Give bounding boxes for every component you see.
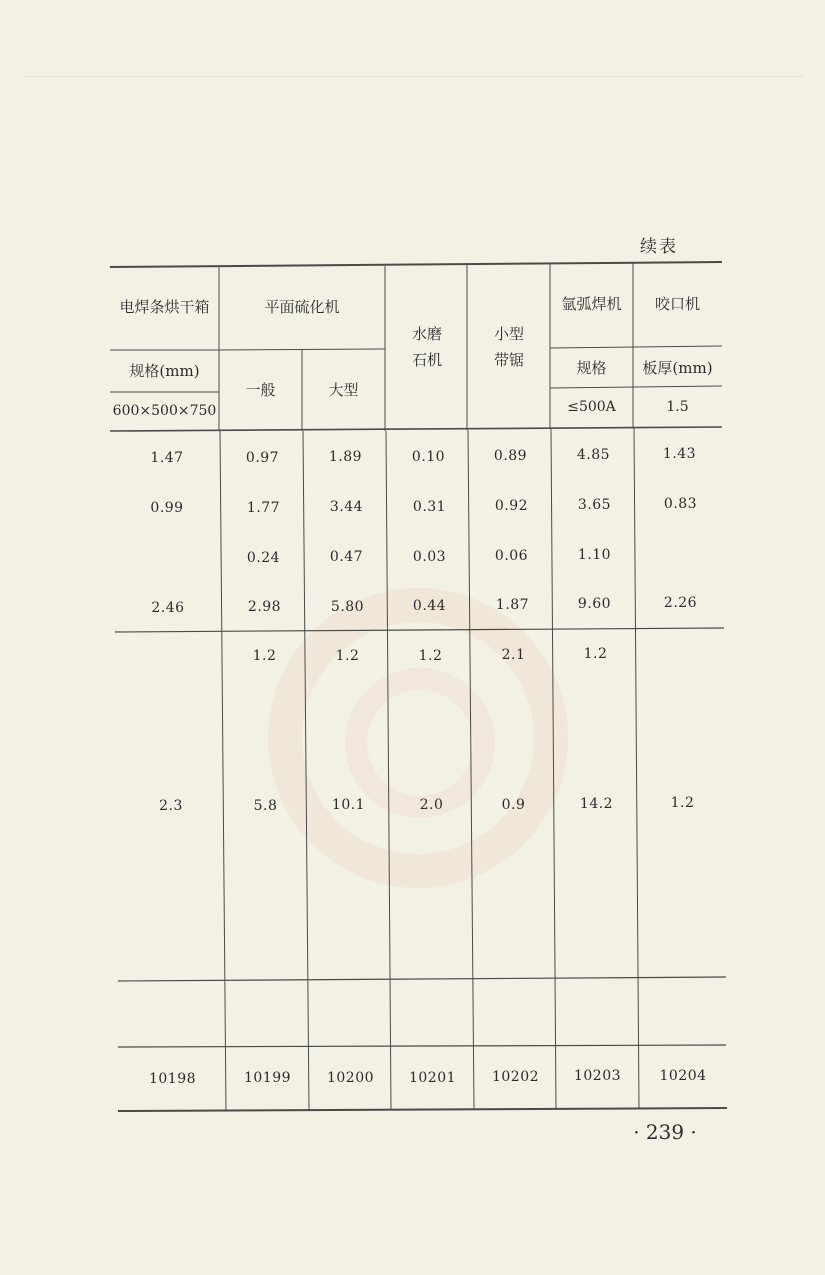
continued-table-label: 续表: [640, 237, 678, 257]
quota-code: 10198: [148, 1071, 197, 1087]
table-cell: 9.60: [577, 596, 612, 612]
table-cell: 0.9: [501, 797, 526, 813]
table-cell: 2.26: [663, 595, 698, 611]
header-seaming-spec-value: 1.5: [666, 399, 689, 415]
quota-code: 10202: [491, 1069, 540, 1085]
table-cell: 0.06: [494, 548, 529, 564]
table-cell: 14.2: [579, 796, 614, 812]
table-cell: 2.1: [501, 647, 526, 663]
table-cell: 1.77: [246, 500, 281, 516]
quota-code: 10203: [573, 1068, 622, 1084]
table-cell: 1.2: [252, 648, 277, 664]
header-vulcanizer: 平面硫化机: [264, 298, 340, 316]
table-cell: 0.83: [663, 496, 698, 512]
blank-row-top: [118, 977, 726, 981]
table-cell: 1.43: [662, 446, 697, 462]
table-cell: 0.24: [246, 550, 281, 566]
header-bottom-border: [110, 427, 722, 431]
header-argon-spec-label: 规格: [576, 359, 607, 377]
table-cell: 2.98: [247, 599, 282, 615]
table-bottom-border: [118, 1108, 727, 1111]
table-cell: 1.2: [335, 648, 360, 664]
table-cell: 0.92: [494, 498, 529, 514]
header-seaming-spec-label: 板厚(mm): [642, 359, 713, 377]
table-cell: 10.1: [331, 797, 366, 813]
header-vulcanizer-general: 一般: [245, 381, 276, 399]
code-row-top: [118, 1045, 726, 1047]
table-cell: 1.87: [495, 597, 530, 613]
table-cell: 0.44: [412, 598, 447, 614]
table-cell: 1.89: [328, 449, 363, 465]
page-number: · 239 ·: [633, 1120, 697, 1144]
table-cell: 3.65: [577, 497, 612, 513]
table-cell: 0.89: [493, 448, 528, 464]
table-cell: 1.2: [583, 646, 608, 662]
quota-code: 10204: [659, 1068, 707, 1084]
header-argon-spec-value: ≤500A: [567, 399, 616, 415]
table-cell: 1.47: [150, 450, 184, 466]
table-cell: 0.10: [411, 449, 446, 465]
table-cell: 2.46: [151, 600, 185, 616]
table-cell: 0.03: [412, 549, 447, 565]
quota-code: 10199: [243, 1070, 292, 1086]
table-cell: 1.2: [670, 795, 695, 811]
header-vulcanizer-large: 大型: [328, 381, 359, 399]
table-cell: 1.2: [418, 648, 443, 664]
header-seaming: 咬口机: [654, 295, 700, 313]
table-cell: 4.85: [576, 447, 611, 463]
header-grinder: 水磨石机: [411, 325, 442, 370]
table-cell: 3.44: [329, 499, 364, 515]
data-block-divider: [115, 628, 724, 632]
header-bandsaw: 小型带锯: [493, 325, 524, 370]
table-cell: 0.99: [150, 500, 184, 516]
quota-code: 10201: [408, 1070, 457, 1086]
table-cell: 5.8: [253, 798, 278, 814]
table-cell: 2.0: [419, 797, 444, 813]
quota-code: 10200: [326, 1070, 375, 1086]
header-drying-box-spec-value: 600×500×750: [112, 403, 217, 419]
table-top-border: [110, 262, 722, 267]
header-argon-welder: 氩弧焊机: [561, 295, 622, 313]
table-cell: 2.3: [159, 798, 183, 814]
table-cell: 5.80: [330, 599, 365, 615]
table-cell: 0.47: [329, 549, 364, 565]
header-drying-box: 电焊条烘干箱: [119, 298, 210, 316]
table-cell: 0.31: [412, 499, 447, 515]
table-cell: 0.97: [245, 450, 280, 466]
table-cell: 1.10: [577, 547, 612, 563]
header-drying-box-spec-label: 规格(mm): [129, 362, 200, 380]
